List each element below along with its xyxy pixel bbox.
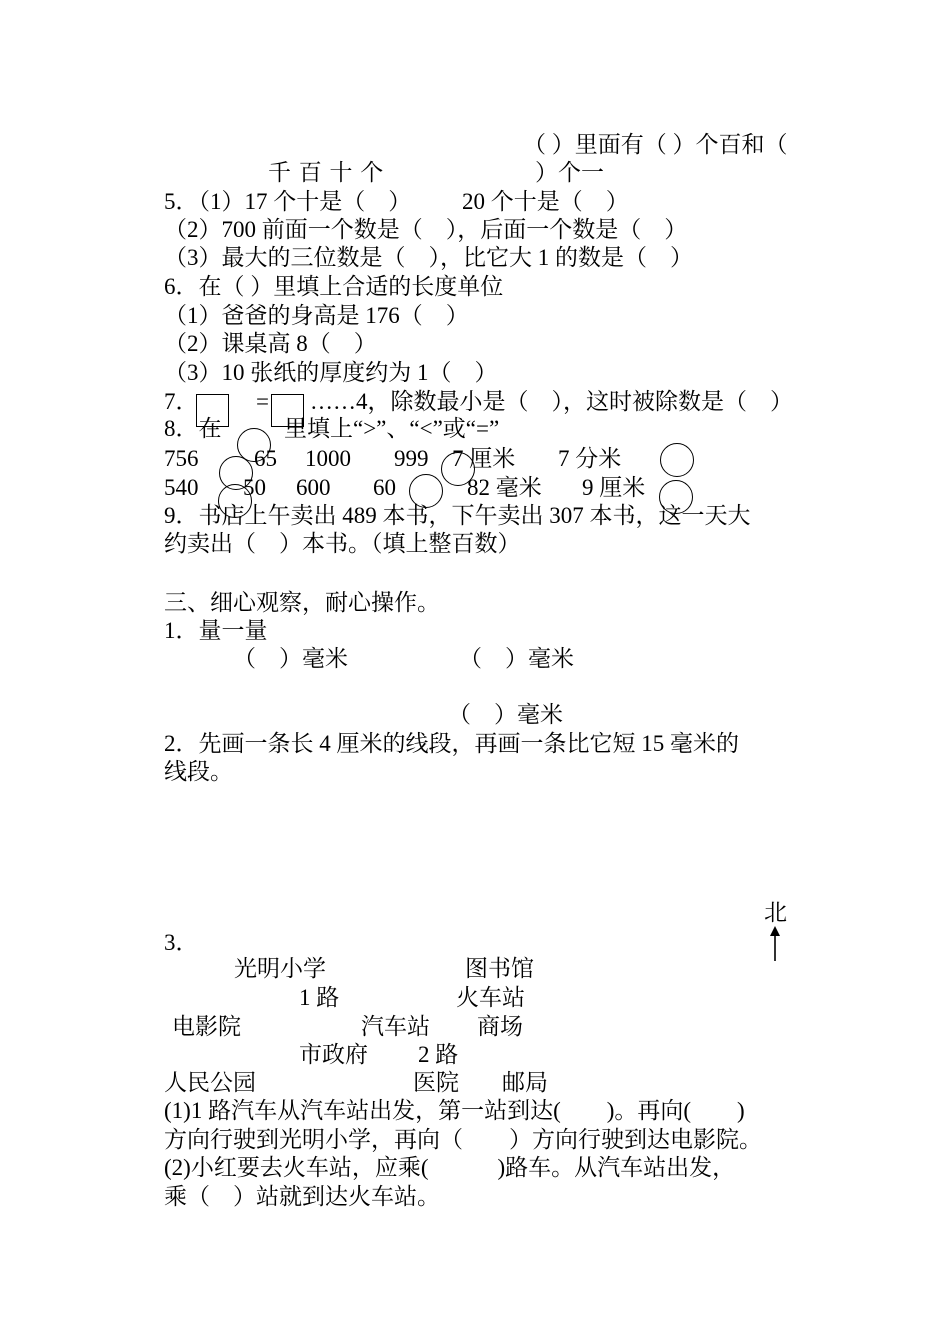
map-guangming-school: 光明小学 bbox=[234, 956, 326, 981]
map-bus-station: 汽车站 bbox=[361, 1014, 430, 1039]
q6-line1: （1）爸爸的身高是 176（ ） bbox=[164, 303, 469, 328]
north-label: 北 bbox=[764, 900, 787, 925]
map-library: 图书馆 bbox=[465, 956, 534, 981]
measure-answer-2: （ ）毫米 bbox=[459, 646, 574, 671]
map-city-hall: 市政府 bbox=[299, 1042, 368, 1067]
section3-item1: 1．量一量 bbox=[164, 618, 268, 643]
q7-prefix: 7． bbox=[164, 389, 199, 414]
map-peoples-park: 人民公园 bbox=[164, 1070, 256, 1095]
map-question-line1: (1)1 路汽车从汽车站出发，第一站到达( )。再向( ) bbox=[164, 1098, 745, 1123]
q7-equals: = bbox=[256, 389, 269, 414]
q5-line1b: 20 个十是（ ） bbox=[462, 189, 629, 214]
map-cinema: 电影院 bbox=[172, 1014, 241, 1039]
map-hospital: 医院 bbox=[413, 1070, 459, 1095]
section3-item2-line1: 2．先画一条长 4 厘米的线段，再画一条比它短 15 毫米的 bbox=[164, 731, 739, 756]
q4-place-headers: 千 百 十 个 bbox=[268, 160, 384, 185]
map-question-number: 3． bbox=[164, 930, 199, 955]
q8-r2-c2: 9 厘米 bbox=[582, 475, 646, 500]
q6-title: 6．在（ ）里填上合适的长度单位 bbox=[164, 274, 504, 299]
section3-item2-line2: 线段。 bbox=[164, 759, 233, 784]
compare-circle[interactable] bbox=[660, 443, 694, 477]
map-question-line4: 乘（ ）站就到达火车站。 bbox=[164, 1184, 440, 1209]
map-route-1: 1 路 bbox=[299, 985, 340, 1010]
q8-r2-b2: 60 bbox=[373, 475, 396, 500]
q5-line3: （3）最大的三位数是（ ），比它大 1 的数是（ ） bbox=[164, 245, 693, 270]
north-arrow-icon bbox=[763, 926, 787, 962]
q8-r2-b1: 600 bbox=[296, 475, 331, 500]
q9-line1: 9．书店上午卖出 489 本书，下午卖出 307 本书，这一天大 bbox=[164, 503, 751, 528]
q6-line3: （3）10 张纸的厚度约为 1（ ） bbox=[164, 360, 498, 385]
q6-line2: （2）课桌高 8（ ） bbox=[164, 331, 377, 356]
map-question-line2: 方向行驶到光明小学，再向（ ）方向行驶到达电影院。 bbox=[164, 1127, 762, 1152]
q8-r1-a2: 65 bbox=[254, 446, 277, 471]
q8-r2-a1: 540 bbox=[164, 475, 199, 500]
map-train-station: 火车站 bbox=[456, 985, 525, 1010]
map-mall: 商场 bbox=[477, 1014, 523, 1039]
q8-r1-b1: 1000 bbox=[305, 446, 351, 471]
q9-line2: 约卖出（ ）本书。（填上整百数） bbox=[164, 531, 521, 556]
map-question-line3: (2)小红要去火车站，应乘( )路车。从汽车站出发， bbox=[164, 1155, 736, 1180]
map-route-2: 2 路 bbox=[418, 1042, 459, 1067]
q8-r1-c1: 7 厘米 bbox=[452, 446, 516, 471]
q5-line2: （2）700 前面一个数是（ ），后面一个数是（ ） bbox=[164, 217, 688, 242]
q5-line1a: 5．（1）17 个十是（ ） bbox=[164, 189, 412, 214]
measure-answer-3: （ ）毫米 bbox=[448, 702, 563, 727]
q4-place-text: （ ）里面有（ ）个百和（ bbox=[523, 132, 788, 157]
measure-answer-1: （ ）毫米 bbox=[233, 646, 348, 671]
q8-rest: 里填上“>”、“<”或“=” bbox=[284, 416, 500, 441]
q4-place-text-2: ）个一 bbox=[535, 160, 604, 185]
q8-prefix: 8．在 bbox=[164, 416, 222, 441]
q8-r1-c2: 7 分米 bbox=[558, 446, 622, 471]
q8-r2-a2: 50 bbox=[243, 475, 266, 500]
q8-r1-a1: 756 bbox=[164, 446, 199, 471]
map-post-office: 邮局 bbox=[502, 1070, 548, 1095]
q8-r2-c1: 82 毫米 bbox=[467, 475, 542, 500]
section3-title: 三、细心观察，耐心操作。 bbox=[164, 590, 440, 615]
q7-rest: ……4，除数最小是（ ），这时被除数是（ ） bbox=[310, 389, 793, 414]
q8-r1-b2: 999 bbox=[394, 446, 429, 471]
